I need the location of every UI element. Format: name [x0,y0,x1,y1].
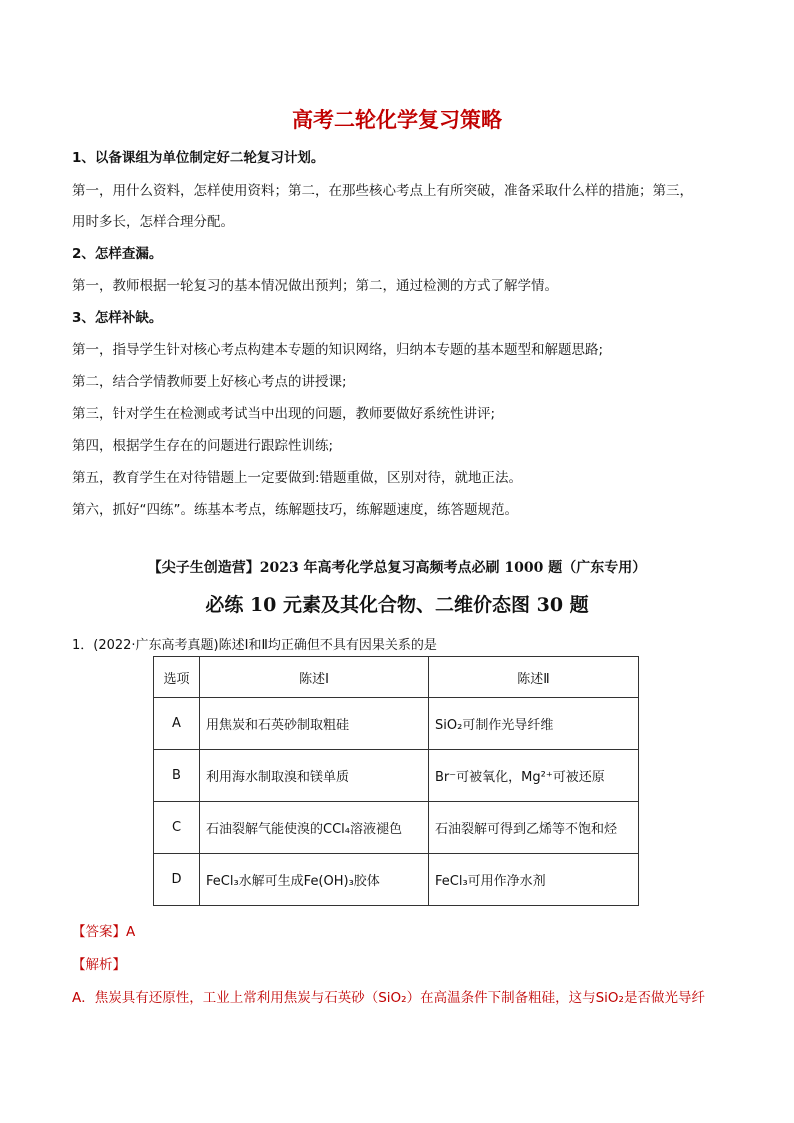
option-label: C [154,802,200,854]
analysis-text: A．焦炭具有还原性，工业上常利用焦炭与石英砂（SiO₂）在高温条件下制备粗硅，这与SiO₂是否做光导纤 [72,990,705,1006]
document-title: 高考二轮化学复习策略 [292,108,502,132]
question-table [153,656,639,906]
exam-subtitle: 【尖子生创造营】2023 年高考化学总复习高频考点必刷 1000 题（广东专用） [147,560,647,576]
statement-1 [200,750,429,802]
formula: FeCl₃ [206,874,239,889]
option-label: B [154,750,200,802]
formula: CCl₄ [323,822,350,837]
section1-heading: 1、以备课组为单位制定好二轮复习计划。 [72,150,325,166]
section1-line2: 用时多长，怎样合理分配。 [72,214,234,230]
section2-line1: 第一，教师根据一轮复习的基本情况做出预判；第二，通过检测的方式了解学情。 [72,278,558,294]
table-row [154,698,639,750]
statement-text: 利用海水制取溴和镁单质 [206,770,350,785]
statement-2 [429,802,639,854]
section3-item: 第四，根据学生存在的问题进行跟踪性训练; [72,438,334,454]
statement-1 [200,854,429,906]
analysis-label: 【解析】 [72,957,126,973]
statement-2 [429,750,639,802]
statement-text: 溶液褪色 [350,822,403,837]
table-row [154,750,639,802]
option-label: A [154,698,200,750]
section3-item: 第三，针对学生在检测或考试当中出现的问题，教师要做好系统性讲评; [72,406,496,422]
statement-2 [429,698,639,750]
section3-heading: 3、怎样补缺。 [72,310,163,326]
formula: Mg²⁺ [521,770,553,785]
option-label: D [154,854,200,906]
statement-text: 水解可生成Fe(OH)₃胶体 [238,874,380,889]
statement-text: Br⁻可被氧化， [435,770,522,785]
table-header: 陈述Ⅱ [429,657,639,698]
question-stem: 1．(2022·广东高考真题)陈述Ⅰ和Ⅱ均正确但不具有因果关系的是 [72,638,437,653]
formula: FeCl₃ [435,874,468,889]
section3-item: 第一，指导学生针对核心考点构建本专题的知识网络，归纳本专题的基本题型和解题思路; [72,342,604,358]
table-row [154,802,639,854]
statement-1 [200,698,429,750]
statement-text: 石油裂解气能使溴的 [206,822,324,837]
section2-heading: 2、怎样查漏。 [72,246,163,262]
statement-text: 用焦炭和石英砂制取粗硅 [206,718,350,733]
statement-text: 可被还原 [552,770,605,785]
table-row [154,854,639,906]
statement-1 [200,802,429,854]
statement-text: 可制作光导纤维 [462,718,554,733]
statement-text: 石油裂解可得到乙烯等不饱和烃 [435,822,618,837]
answer-text: 【答案】A [72,924,136,940]
table-header: 选项 [154,657,200,698]
formula: SiO₂ [435,718,463,733]
section3-item: 第六，抓好“四练”。练基本考点，练解题技巧，练解题速度，练答题规范。 [72,502,518,518]
section1-line1: 第一，用什么资料，怎样使用资料；第二，在那些核心考点上有所突破，准备采取什么样的措施；第三， [72,183,693,199]
section3-item: 第二，结合学情教师要上好核心考点的讲授课; [72,374,347,390]
statement-2 [429,854,639,906]
table-header-row [154,657,639,698]
exam-heading: 必练 10 元素及其化合物、二维价态图 30 题 [205,594,589,616]
table-header: 陈述Ⅰ [200,657,429,698]
statement-text: 可用作净水剂 [467,874,546,889]
section3-item: 第五，教育学生在对待错题上一定要做到:错题重做，区别对待，就地正法。 [72,470,523,486]
